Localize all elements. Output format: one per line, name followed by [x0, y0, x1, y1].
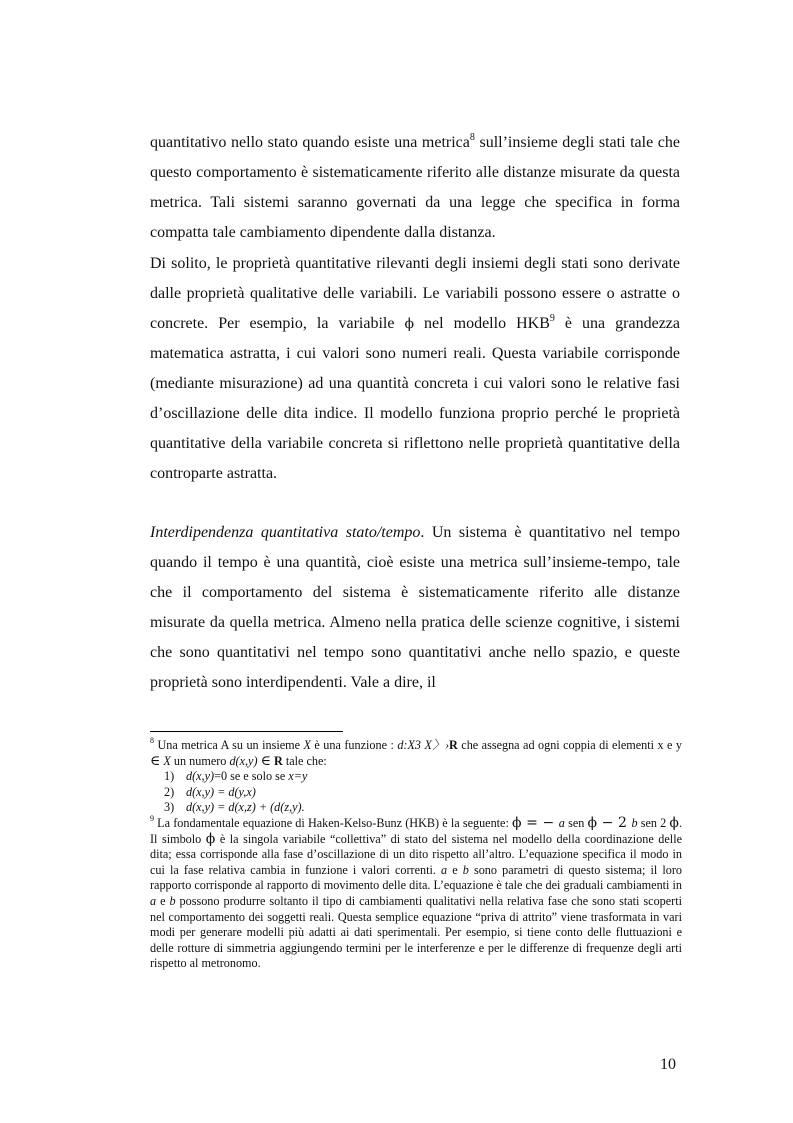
math-expr: d(x,y) [186, 769, 215, 784]
equation-part: sen [564, 815, 588, 830]
element-of-symbol: ∈ [260, 752, 271, 769]
element-of-symbol: ∈ [150, 752, 161, 769]
text-run: è una grandezza matematica astratta, i cui valori sono numeri reali. Questa variabile corrisponde (mediante misurazione) ad una quantità concreta i cui valori sono le relative fasi d’oscillazione delle dita indice. Il modello funziona proprio perché le proprietà quantitative della variabile concreta si riflettono nelle proprietà quantitative della controparte astratta. [150, 315, 681, 482]
footnote-separator [150, 731, 343, 732]
equation-part: ϕ = − [512, 814, 559, 831]
math-expr: d(x,y) = d(y,x) [186, 784, 256, 799]
math-var: b [462, 862, 469, 877]
footnote-number: 9 [150, 813, 154, 823]
phi-symbol: ϕ [404, 316, 415, 332]
math-var: a [558, 815, 565, 830]
text-run: tale che: [282, 753, 327, 768]
text-run: è una funzione : [310, 738, 398, 752]
list-item [164, 800, 682, 816]
text-run: possono produrre soltanto il tipo di cambiamenti qualitativi nella relativa fase che sono stati scoperti nel comportamento dei soggetti reali. Questa semplice equazione “priva di attrito” viene trasformata in vari modi per generare modelli più adatti ai dati sperimentali. Per esempio, si tiene conto delle fluttuazioni e delle rotture di simmetria aggiungendo termini per le interferenze e per le differenze di frequenze degli arti rispetto al metronomo. [150, 893, 682, 971]
text-run: un numero [170, 753, 230, 768]
page-number: 10 [660, 1056, 676, 1073]
footnote-8 [150, 735, 682, 816]
math-expr: x=y [288, 769, 308, 784]
text-run: che assegna ad ogni coppia di elementi x e y [457, 738, 682, 752]
footnotes [150, 735, 683, 972]
math-var: a [441, 862, 448, 877]
footnote-number: 8 [150, 735, 154, 745]
math-expr: d(x,y) = d(x,z) + (d(z,y). [186, 800, 305, 815]
text-run: La fondamentale equazione di Haken-Kelso-Bunz (HKB) è la seguente: [154, 815, 513, 830]
math-var: X [303, 738, 311, 752]
metric-conditions-list [150, 769, 682, 816]
body-paragraph-2 [150, 249, 680, 489]
text-run: . Un sistema è quantitativo nel tempo quando il tempo è una quantità, cioè esiste una metrica sull’insieme-tempo, tale che il comportamento del sistema è sistematicamente riferito alle distanze misurate da quella metrica. Almeno nella pratica delle scienze cognitive, i sistemi che sono quantitativi nel tempo sono quantitativi anche nello spazio, e queste proprietà sono interdipendenti. Vale a dire, il [150, 524, 680, 691]
text-run: Una metrica A su un insieme [154, 738, 304, 752]
body-paragraph-3 [150, 518, 680, 698]
text-run: e [447, 862, 463, 877]
list-number: 3) [164, 800, 175, 815]
math-set: R [449, 738, 458, 752]
footnote-9 [150, 813, 683, 972]
text-run: =0 se e solo se [214, 769, 289, 784]
list-number: 2) [164, 784, 175, 799]
text-run: quantitativo nello stato quando esiste una metrica [150, 134, 470, 151]
phi-symbol: ϕ [669, 814, 679, 831]
list-item [164, 784, 682, 801]
equation-part: sen 2 [637, 815, 670, 830]
footnote-ref-9[interactable]: 9 [549, 312, 555, 324]
math-var: X [163, 753, 171, 768]
equation-part: ϕ − 2 [587, 814, 632, 831]
body-paragraph-1 [150, 128, 680, 248]
list-item [164, 769, 682, 785]
math-set: R [273, 753, 283, 768]
math-var: b [169, 893, 176, 908]
math-var: a [150, 893, 157, 908]
text-run: sono parametri di questo sistema; il loro rapporto corrisponde al rapporto di movimento delle dita. L’equazione è tale che dei graduali cambiamenti in [150, 862, 682, 893]
section-heading: Interdipendenza quantitativa stato/tempo [150, 524, 421, 541]
list-number: 1) [164, 769, 175, 784]
text-run: e [156, 893, 170, 908]
text-run: nel modello HKB [414, 315, 550, 332]
math-expr: d:X3 X〉› [397, 738, 450, 752]
text-run: sull’insieme degli stati tale che questo comportamento è sistematicamente riferito alle distanze misurate da questa metrica. Tali sistemi saranno governati da una legge che specifica in forma compatta tale cambiamento dipendente dalla distanza. [150, 134, 680, 241]
math-var: b [631, 815, 638, 830]
text-run: . Il simbolo [150, 815, 683, 846]
text-run: Di solito, le proprietà quantitative rilevanti degli insiemi degli stati sono derivate dalle proprietà qualitative delle variabili. Le variabili possono essere o astratte o concrete. Per esempio, la variabile [150, 255, 680, 332]
math-expr: d(x,y) [229, 753, 258, 768]
text-run: è la singola variabile “collettiva” di stato del sistema nel modello della coordinazione delle dita; essa corrisponde alla fase d’oscillazione di un dito rispetto all’altro. L’equazione specifica il modo in cui la fase relativa cambia in funzione i valori correnti. [150, 831, 682, 877]
phi-symbol: ϕ [205, 830, 216, 847]
footnote-ref-8[interactable]: 8 [469, 131, 475, 143]
